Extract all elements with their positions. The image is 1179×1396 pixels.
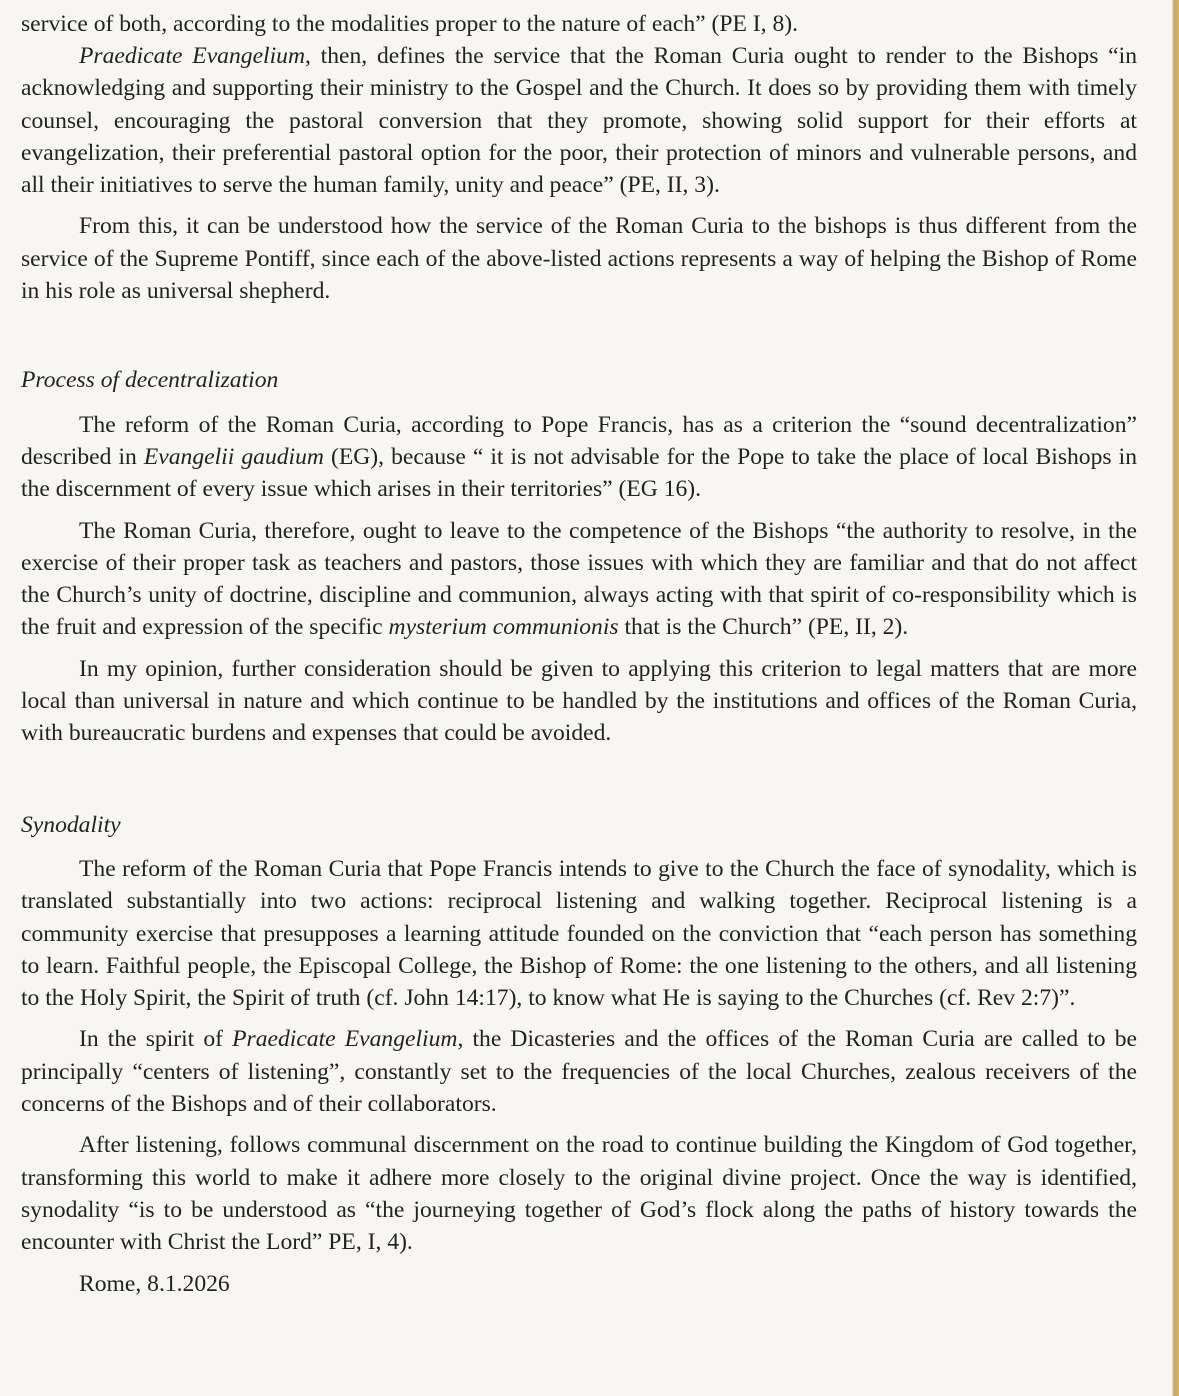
signature-date: Rome, 8.1.2026 (79, 1270, 230, 1297)
paragraph-curia-competence (21, 515, 1137, 644)
heading-decentralization: Process of decentralization (21, 367, 279, 394)
paragraph-after-listening: After listening, follows communal discernment on the road to continue building the Kingdom of God together, transforming this world to make it adhere more closely to the original divine project. Once the way is identified, synodality “is to be understood as “the journeying together of God’s flock along the paths of history towards the encounter with Christ the Lord” PE, I, 4). (21, 1132, 1137, 1256)
heading-synodality: Synodality (21, 811, 121, 838)
paragraph-text: The Roman Curia, therefore, ought to leave to the competence of the Bishops “the authority to resolve, in the exercise of their proper task as teachers and pastors, those issues with which they are familiar and that do not affect the Church’s unity of doctrine, discipline and communion, always acting with that spirit of co-responsibility which is the fruit and expression of the specific (21, 517, 1137, 641)
paragraph-spirit-praedicate (21, 1023, 1137, 1120)
title-evangelii-gaudium: Evangelii gaudium (143, 443, 324, 470)
title-praedicate-evangelium: Praedicate Evangelium (79, 43, 305, 69)
paragraph-praedicate-evangelium (21, 40, 1137, 201)
document-body (21, 11, 1137, 1300)
paragraph-text: , then, defines the service that the Roman Curia ought to render to the Bishops “in acknowledging and supporting their ministry to the Gospel and the Church. It does so by providing them with timely counsel, encouraging the pastoral conversion that they promote, showing solid support for their efforts at evangelization, their preferential pastoral option for the poor, their protection of minors and vulnerable persons, and all their initiatives to serve the human family, unity and peace” (PE, II, 3). (21, 43, 1137, 199)
page-edge (1172, 0, 1179, 1396)
paragraph-text: , the Dicasteries and the offices of the Roman Curia are called to be principally “centers of listening”, constantly set to the frequencies of the local Churches, zealous receivers of the concerns of the Bishops and of their collaborators. (21, 1026, 1137, 1118)
paragraph-service-difference: From this, it can be understood how the service of the Roman Curia to the bishops is thus different from the service of the Supreme Pontiff, since each of the above-listed actions represents a way of helping the Bishop of Rome in his role as universal shepherd. (21, 213, 1137, 305)
title-praedicate-evangelium-2: Praedicate Evangelium (232, 1026, 458, 1053)
paragraph-reform-criterion (21, 409, 1137, 506)
paragraph-text: (EG), because “ it is not advisable for the Pope to take the place of local Bishops in the discernment of every issue which arises in their territories” (EG 16). (21, 443, 1137, 503)
paragraph-text: In the spirit of (79, 1026, 233, 1053)
paragraph-text: The reform of the Roman Curia, according to Pope Francis, has as a criterion the “sound decentralization” described in (21, 411, 1137, 470)
term-mysterium-communionis: mysterium communionis (388, 614, 619, 641)
paragraph-opinion: In my opinion, further consideration should be given to applying this criterion to legal matters that are more local than universal in nature and which continue to be handled by the institutions and offices of the Roman Curia, with bureaucratic burdens and expenses that could be avoided. (21, 655, 1137, 747)
top-fragment: service of both, according to the modalities proper to the nature of each” (PE I, 8). (21, 11, 799, 37)
top-fragment-container (21, 8, 1137, 40)
paragraph-text: that is the Church” (PE, II, 2). (618, 614, 909, 641)
paragraph-synodality: The reform of the Roman Curia that Pope Francis intends to give to the Church the face of synodality, which is translated substantially into two actions: reciprocal listening and walking together. Reciprocal listening is a community exercise that presupposes a learning attitude founded on the conviction that “each person has something to learn. Faithful people, the Episcopal College, the Bishop of Rome: the one listening to the others, and all listening to the Holy Spirit, the Spirit of truth (cf. John 14:17), to know what He is saying to the Churches (cf. Rev 2:7)”. (21, 855, 1137, 1012)
